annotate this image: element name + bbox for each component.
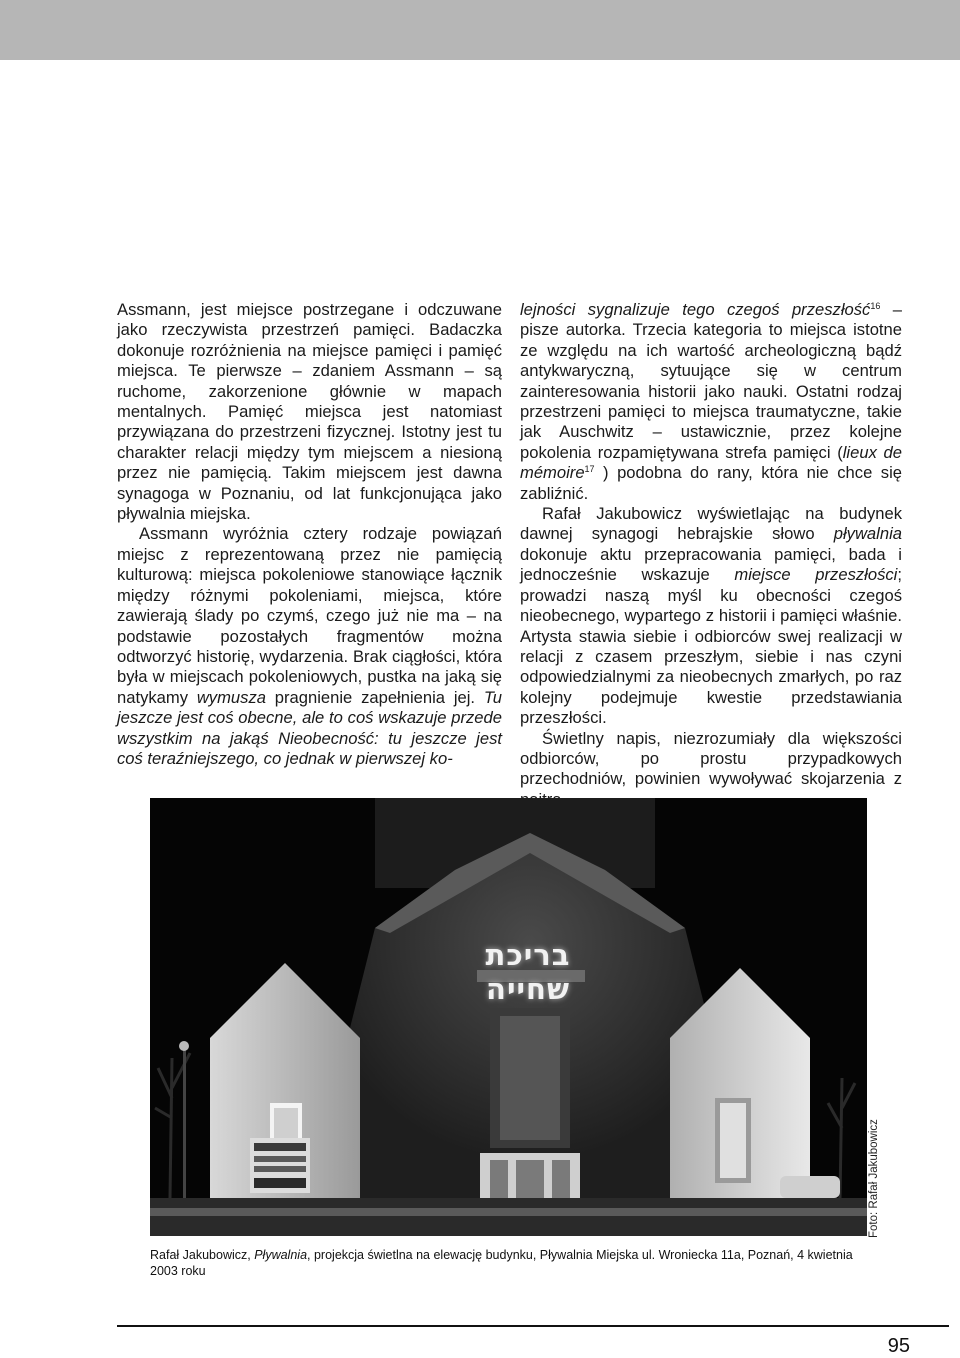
footnote-ref-16: 16 (870, 301, 881, 311)
footnote-ref-17: 17 (584, 464, 595, 475)
left-p2-after-italic: pragnienie zapełnienia jej. (265, 687, 484, 707)
right-p2-italic-1: pływalnia (833, 524, 902, 544)
caption-title: Pływalnia (254, 1248, 308, 1262)
header-gray-band (0, 0, 960, 60)
right-paragraph-1 (520, 300, 902, 504)
left-p2-text: Assmann wyróżnia cztery rodzaje powiązań miejsc z reprezentowaną przez nie pamięcią kulturową: miejsca pokoleniowe stanowiące łącznik między różnymi pokoleniami, miejsca, które zawierają ślady po czymś, czego już nie ma – na podstawie pozostałych fragmentów można odtworzyć historię, wydarzenia. Brak ciągłości, która była w miejscach pokoleniowych, pustka na jaką się natykamy (117, 524, 502, 707)
synagogue-photo (150, 798, 867, 1236)
left-paragraph-2 (117, 524, 502, 769)
footer-rule (117, 1325, 949, 1327)
photo-credit: Foto: Rafał Jakubowicz (868, 1119, 880, 1238)
right-p2-b: dokonuje aktu przepracowania pamięci, bada i jednocześnie wskazuje (520, 544, 902, 585)
projected-hebrew-text: בריכת שחייה (485, 938, 571, 1006)
page-number: 95 (887, 1335, 910, 1357)
right-p1-italic-start: lejności sygnalizuje tego czegoś przeszłość (520, 300, 871, 319)
right-text-column (520, 300, 902, 810)
right-p1-mid: – pisze autorka. Trzecia kategoria to miejsca istotne ze względu na ich wartość archeologiczną bądź antykwaryczną, sytuujące się w centrum zainteresowania historii jako nauki. Ostatni rodzaj przestrzeni pamięci to miejsca traumatyczne, takie jak Auschwitz – ustawicznie, przez kolejne pokolenia rozpamiętywana strefa pamięci ( (520, 300, 902, 462)
right-paragraph-2 (520, 504, 902, 728)
right-paragraph-3: Świetlny napis, niezrozumiały dla większości odbiorców, po prostu przypadkowych przechodniów, powinien wywoływać skojarzenia z (520, 728, 902, 789)
left-p2-italic-word: wymusza (196, 687, 266, 707)
left-paragraph-1: Assmann, jest miejsce postrzegane i odczuwane jako rzeczywista przestrzeń pamięci. Badaczka dokonuje rozróżnienia na miejsce pamięci i pamięć miejsca. Te pierwsze – zdaniem Assmann – są ruchome, zakorzenione głównie w mapach mentalnych. Pamięć miejsca jest natomiast przywiązana do przestrzeni fizycznej. Istotny jest tu charakter relacji między tym miejscem a niesioną przez nie pamięcią. Takim miejscem jest dawna synagoga w Poznaniu, od lat funkcjonująca jako pływalnia miejska. (117, 300, 502, 524)
right-p2-italic-2: miejsce przeszłości (734, 565, 898, 585)
left-text-column (117, 300, 502, 769)
right-p2-c: ; prowadzi naszą myśl ku obecności czegoś nieobecnego, wypartego z historii i pamięci właśnie. Artysta stawia siebie i odbiorców swej realizacji w relacji z czasem przeszłym, siebie i nas czyni odpowiedzialnymi za nieobecnych zmarłych, po raz kolejny podejmuje kwestie przedstawiania przeszłości. (520, 565, 902, 728)
right-p1-end: ) podobna do rany, która nie chce się zabliźnić. (520, 463, 902, 503)
synagogue-illustration (150, 798, 867, 1236)
caption-rest: , projekcja świetlna na elewację budynku, Pływalnia Miejska ul. Wroniecka 11a, Poznań, 4 kwietnia 2003 roku (150, 1248, 853, 1278)
photo-caption (150, 1247, 880, 1279)
right-p1-italic-term: lieux de mémoire (520, 442, 903, 483)
caption-author: Rafał Jakubowicz, (150, 1248, 255, 1262)
right-p2-a: Rafał Jakubowicz wyświetlając na budynek dawnej synagogi hebrajskie słowo (520, 504, 902, 544)
left-p2-italic-quote: Tu jeszcze jest coś obecne, ale to coś wskazuje przede wszystkim na jakąś Nieobecność: tu jeszcze jest coś teraźniejszego, co jednak w pierwszej ko- (117, 687, 502, 768)
